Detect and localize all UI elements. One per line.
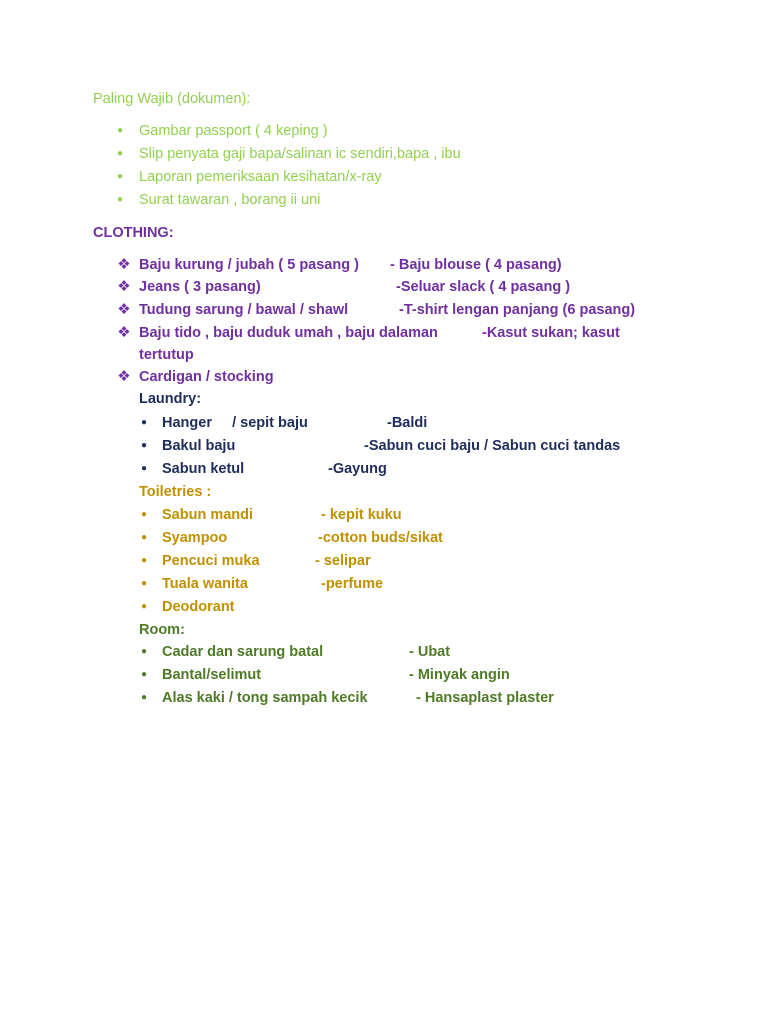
item-right-text: -perfume xyxy=(321,576,384,592)
item-left-text: Bakul baju xyxy=(162,438,236,454)
item-right-text: - Minyak angin xyxy=(409,667,510,683)
diamond-bullet-icon: ❖ xyxy=(117,368,131,385)
clothing-heading-text: CLOTHING: xyxy=(93,225,174,241)
round-bullet-icon: ● xyxy=(140,601,148,612)
item-left-text: Cadar dan sarung batal xyxy=(162,644,324,660)
round-bullet-icon: ● xyxy=(140,417,148,428)
round-bullet-icon: ● xyxy=(140,646,148,657)
toiletries-heading-text: Toiletries : xyxy=(139,484,212,500)
item-continuation-text: tertutup xyxy=(139,347,194,363)
item-right-text: - kepit kuku xyxy=(321,507,402,523)
item-left-text: Baju kurung / jubah ( 5 pasang ) xyxy=(139,257,359,273)
item-right-text: - Baju blouse ( 4 pasang) xyxy=(390,257,562,273)
round-bullet-icon: ● xyxy=(116,194,124,205)
item-right-text: -Baldi xyxy=(387,415,428,431)
item-right-text: -Seluar slack ( 4 pasang ) xyxy=(396,279,571,295)
round-bullet-icon: ● xyxy=(140,463,148,474)
item-right-text: -Sabun cuci baju / Sabun cuci tandas xyxy=(364,438,621,454)
item-right-text: -T-shirt lengan panjang (6 pasang) xyxy=(399,302,636,318)
list-item-text: Laporan pemeriksaan kesihatan/x-ray xyxy=(139,169,382,185)
documents-heading-text: Paling Wajib (dokumen): xyxy=(93,91,251,107)
diamond-bullet-icon: ❖ xyxy=(117,301,131,318)
item-left-text: Pencuci muka xyxy=(162,553,260,569)
room-heading-text: Room: xyxy=(139,622,185,638)
round-bullet-icon: ● xyxy=(140,555,148,566)
list-item-text: Surat tawaran , borang ii uni xyxy=(139,192,321,208)
item-left-text: Sabun ketul xyxy=(162,461,245,477)
list-item-text: Slip penyata gaji bapa/salinan ic sendiri,bapa , ibu xyxy=(139,146,461,162)
round-bullet-icon: ● xyxy=(116,125,124,136)
item-left-text: Bantal/selimut xyxy=(162,667,262,683)
diamond-bullet-icon: ❖ xyxy=(117,324,131,341)
item-left-text: Baju tido , baju duduk umah , baju dalaman xyxy=(139,325,438,341)
list-item-text: Gambar passport ( 4 keping ) xyxy=(139,123,328,139)
round-bullet-icon: ● xyxy=(116,171,124,182)
item-left-text: Alas kaki / tong sampah kecik xyxy=(162,690,368,706)
item-left-text: Deodorant xyxy=(162,599,235,615)
round-bullet-icon: ● xyxy=(140,532,148,543)
round-bullet-icon: ● xyxy=(116,148,124,159)
item-right-text: - selipar xyxy=(315,553,371,569)
item-left-text: Jeans ( 3 pasang) xyxy=(139,279,261,295)
diamond-bullet-icon: ❖ xyxy=(117,256,131,273)
round-bullet-icon: ● xyxy=(140,440,148,451)
item-right-text: -Kasut sukan; kasut xyxy=(482,325,620,341)
item-right-text: - Hansaplast plaster xyxy=(416,690,554,706)
diamond-bullet-icon: ❖ xyxy=(117,278,131,295)
item-left-text: Cardigan / stocking xyxy=(139,369,274,385)
item-left-text: Tuala wanita xyxy=(162,576,248,592)
item-left-text: Sabun mandi xyxy=(162,507,254,523)
round-bullet-icon: ● xyxy=(140,692,148,703)
item-left-text: Syampoo xyxy=(162,530,228,546)
laundry-heading-text: Laundry: xyxy=(139,391,202,407)
item-right-text: -cotton buds/sikat xyxy=(318,530,443,546)
round-bullet-icon: ● xyxy=(140,509,148,520)
round-bullet-icon: ● xyxy=(140,669,148,680)
item-left-text: Tudung sarung / bawal / shawl xyxy=(139,302,349,318)
round-bullet-icon: ● xyxy=(140,578,148,589)
item-left-text: Hanger / sepit baju xyxy=(162,415,308,431)
item-right-text: - Ubat xyxy=(409,644,451,660)
item-right-text: -Gayung xyxy=(328,461,387,477)
